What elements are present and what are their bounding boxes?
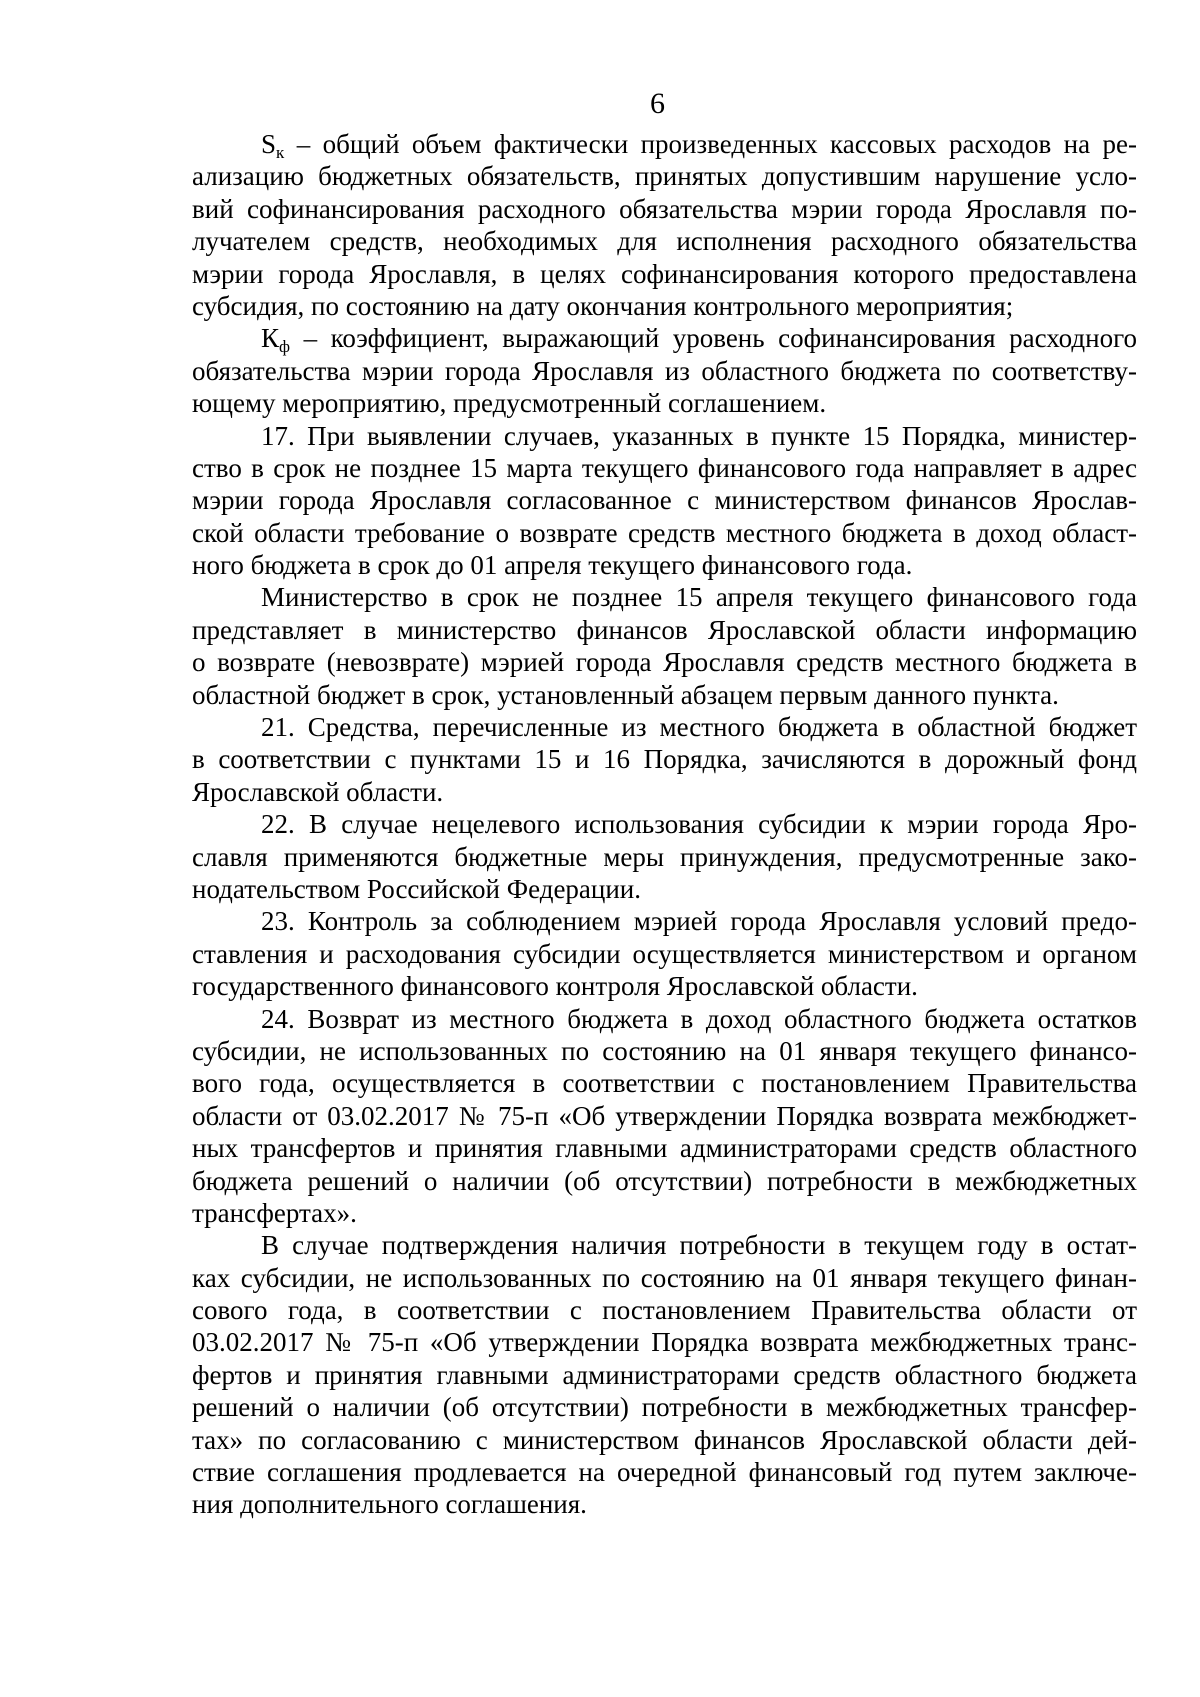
- text-line: ках субсидии, не использованных по состоянию на 01 января текущего финан-: [192, 1262, 1137, 1293]
- text-line: 03.02.2017 № 75-п «Об утверждении Порядка возврата межбюджетных транс-: [192, 1327, 1137, 1358]
- text-line: государственного финансового контроля Ярославской области.: [192, 971, 918, 1002]
- text-line: ния дополнительного соглашения.: [192, 1489, 587, 1520]
- text-line: области от 03.02.2017 № 75-п «Об утверждении Порядка возврата межбюджет-: [192, 1100, 1137, 1131]
- paragraph-confirmation: [192, 1229, 1137, 1521]
- paragraph-ministry: [192, 581, 1137, 711]
- text-line: 24. Возврат из местного бюджета в доход областного бюджета остатков: [261, 1003, 1137, 1034]
- kf-subscript: ф: [279, 337, 291, 357]
- text-line: 17. При выявлении случаев, указанных в пункте 15 Порядка, министер-: [261, 420, 1137, 451]
- kf-symbol: К: [261, 323, 280, 354]
- page-number: 6: [650, 87, 665, 120]
- text-line: вий софинансирования расходного обязательства мэрии города Ярославля по-: [192, 193, 1137, 224]
- text-line: обязательства мэрии города Ярославля из областного бюджета по соответству-: [192, 355, 1137, 386]
- text-line: ного бюджета в срок до 01 апреля текущего финансового года.: [192, 550, 913, 581]
- paragraph-17: [192, 420, 1137, 582]
- text-line: ализацию бюджетных обязательств, принятых допустившим нарушение усло-: [192, 161, 1137, 192]
- text-line: фертов и принятия главными администраторами средств областного бюджета: [192, 1359, 1137, 1390]
- text-line: $S_к$ – общий объем фактически произведенных кассовых расходов на ре-: [261, 129, 1137, 162]
- text-line: ствие соглашения продлевается на очередной финансовый год путем заключе-: [192, 1457, 1137, 1488]
- text-line: ской области требование о возврате средств местного бюджета в доход област-: [192, 517, 1137, 548]
- text-line: субсидии, не использованных по состоянию на 01 января текущего финансо-: [192, 1035, 1137, 1066]
- text-line: бюджета решений о наличии (об отсутствии) потребности в межбюджетных: [192, 1165, 1137, 1196]
- paragraph-23: [192, 905, 1137, 1002]
- text-line: ных трансфертов и принятия главными администраторами средств областного: [192, 1133, 1137, 1164]
- paragraph-21: [192, 711, 1137, 808]
- text-line: представляет в министерство финансов Ярославской области информацию: [192, 614, 1137, 645]
- text-line: о возврате (невозврате) мэрией города Ярославля средств местного бюджета в: [192, 647, 1137, 678]
- text-line: Ярославской области.: [192, 776, 444, 807]
- text-line: ство в срок не позднее 15 марта текущего финансового года направляет в адрес: [192, 452, 1137, 483]
- sk-symbol: S: [261, 129, 277, 159]
- text-line: областной бюджет в срок, установленный абзацем первым данного пункта.: [192, 679, 1059, 710]
- text-line: ставления и расходования субсидии осуществляется министерством и органом: [192, 938, 1137, 969]
- text-line: трансфертах».: [192, 1197, 357, 1228]
- text-line: нодательством Российской Федерации.: [192, 873, 642, 904]
- text-line: субсидия, по состоянию на дату окончания контрольного мероприятия;: [192, 290, 1014, 321]
- text-line: Министерство в срок не позднее 15 апреля текущего финансового года: [261, 582, 1137, 613]
- text-line: решений о наличии (об отсутствии) потребности в межбюджетных трансфер-: [192, 1392, 1137, 1423]
- paragraph-24: [192, 1003, 1137, 1230]
- text-line: 21. Средства, перечисленные из местного бюджета в областной бюджет: [261, 712, 1137, 743]
- sk-subscript: к: [276, 143, 285, 162]
- text-line: мэрии города Ярославля согласованное с министерством финансов Ярослав-: [192, 485, 1137, 516]
- text-line: 23. Контроль за соблюдением мэрией города Ярославля условий предо-: [261, 906, 1137, 937]
- text-line: вого года, осуществляется в соответствии с постановлением Правительства: [192, 1068, 1137, 1099]
- text-line: $К_ф$ – коэффициент, выражающий уровень софинансирования расходного: [261, 323, 1137, 357]
- text-line: сового года, в соответствии с постановлением Правительства области от: [192, 1295, 1137, 1326]
- text-line: ющему мероприятию, предусмотренный соглашением.: [192, 388, 827, 419]
- paragraph-22: [192, 808, 1137, 905]
- text-line: в соответствии с пунктами 15 и 16 Порядка, зачисляются в дорожный фонд: [192, 744, 1137, 775]
- text-line: тах» по согласованию с министерством финансов Ярославской области дей-: [192, 1424, 1137, 1455]
- document-body: [192, 128, 1137, 1521]
- text-line: лучателем средств, необходимых для исполнения расходного обязательства: [192, 226, 1137, 257]
- text-line: мэрии города Ярославля, в целях софинансирования которого предоставлена: [192, 258, 1137, 289]
- text-line: 22. В случае нецелевого использования субсидии к мэрии города Яро-: [261, 809, 1137, 840]
- text-line: славля применяются бюджетные меры принуждения, предусмотренные зако-: [192, 841, 1137, 872]
- text-line: В случае подтверждения наличия потребности в текущем году в остат-: [261, 1230, 1137, 1261]
- definition-kf: [192, 322, 1137, 419]
- definition-sk: [192, 128, 1137, 322]
